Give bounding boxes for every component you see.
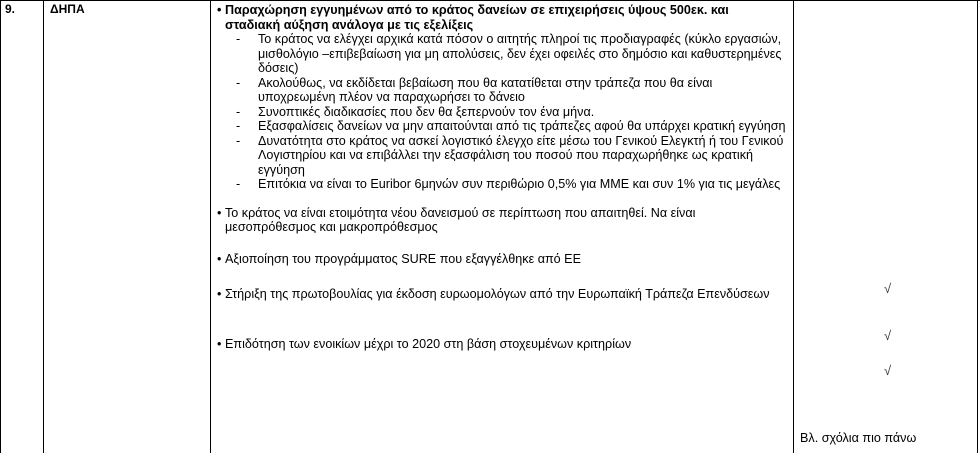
check-mark: √ (884, 281, 892, 296)
column-divider-3 (793, 0, 794, 453)
check-mark: √ (884, 363, 892, 378)
sub-item: - Επιτόκια να είναι το Euribor 6μηνών συν περιθώριο 0,5% για ΜΜΕ και συν 1% για τις μεγάλες (217, 177, 787, 192)
sub-item: - Συνοπτικές διαδικασίες που δεν θα ξεπερνούν τον ένα μήνα. (217, 105, 787, 120)
column-divider-2 (210, 0, 211, 453)
bullet-item: • Αξιοποίηση του προγράμματος SURE που εξαγγέλθηκε από ΕΕ (217, 252, 787, 267)
comment-note: Βλ. σχόλια πιο πάνω (800, 431, 917, 445)
bullet-item: • Επιδότηση των ενοικίων μέχρι το 2020 στη βάση στοχευμένων κριτηρίων (217, 337, 787, 352)
sub-item: - Το κράτος να ελέγχει αρχικά κατά πόσον ο αιτητής πληροί τις προδιαγραφές (κύκλο εργασιών, μισθολόγιο –επιβεβαίωση για μη απολύσεις, δεν έχει οφειλές στο δημόσιο και καθυστερημένες δόσεις) (217, 32, 787, 76)
table-right-border (977, 0, 978, 453)
bullet-item: • Το κράτος να είναι ετοιμότητα νέου δανεισμού σε περίπτωση που απαιτηθεί. Να είναι μεσοπρόθεσμος και μακροπρόθεσμος (217, 206, 787, 235)
sub-item: - Δυνατότητα στο κράτος να ασκεί λογιστικό έλεγχο είτε μέσω του Γενικού Ελεγκτή ή του Γενικού Λογιστηρίου και να επιβάλλει την εξασφάλιση του ποσού που παραχωρήθηκε ως κρατική εγγύηση (217, 134, 787, 178)
organization-name: ΔΗΠΑ (50, 2, 85, 16)
measures-cell (217, 3, 787, 351)
check-mark: √ (884, 328, 892, 343)
table-left-border (0, 0, 1, 453)
sub-item: - Ακολούθως, να εκδίδεται βεβαίωση που θα κατατίθεται στην τράπεζα που θα είναι υποχρεωμένη πλέον να παραχωρήσει το δάνειο (217, 76, 787, 105)
bullet-item: • Στήριξη της πρωτοβουλίας για έκδοση ευρωομολόγων από την Ευρωπαϊκή Τράπεζα Επενδύσεων (217, 287, 787, 302)
heading-bullet: • Παραχώρηση εγγυημένων από το κράτος δανείων σε επιχειρήσεις ύψους 500εκ. και σταδιακή αύξηση ανάλογα με τις εξελίξεις (217, 3, 787, 32)
sub-item: - Εξασφαλίσεις δανείων να μην απαιτούνται από τις τράπεζες αφού θα υπάρχει κρατική εγγύηση (217, 119, 787, 134)
column-divider-1 (43, 0, 44, 453)
row-number: 9. (5, 2, 16, 16)
table-top-border (0, 0, 980, 1)
